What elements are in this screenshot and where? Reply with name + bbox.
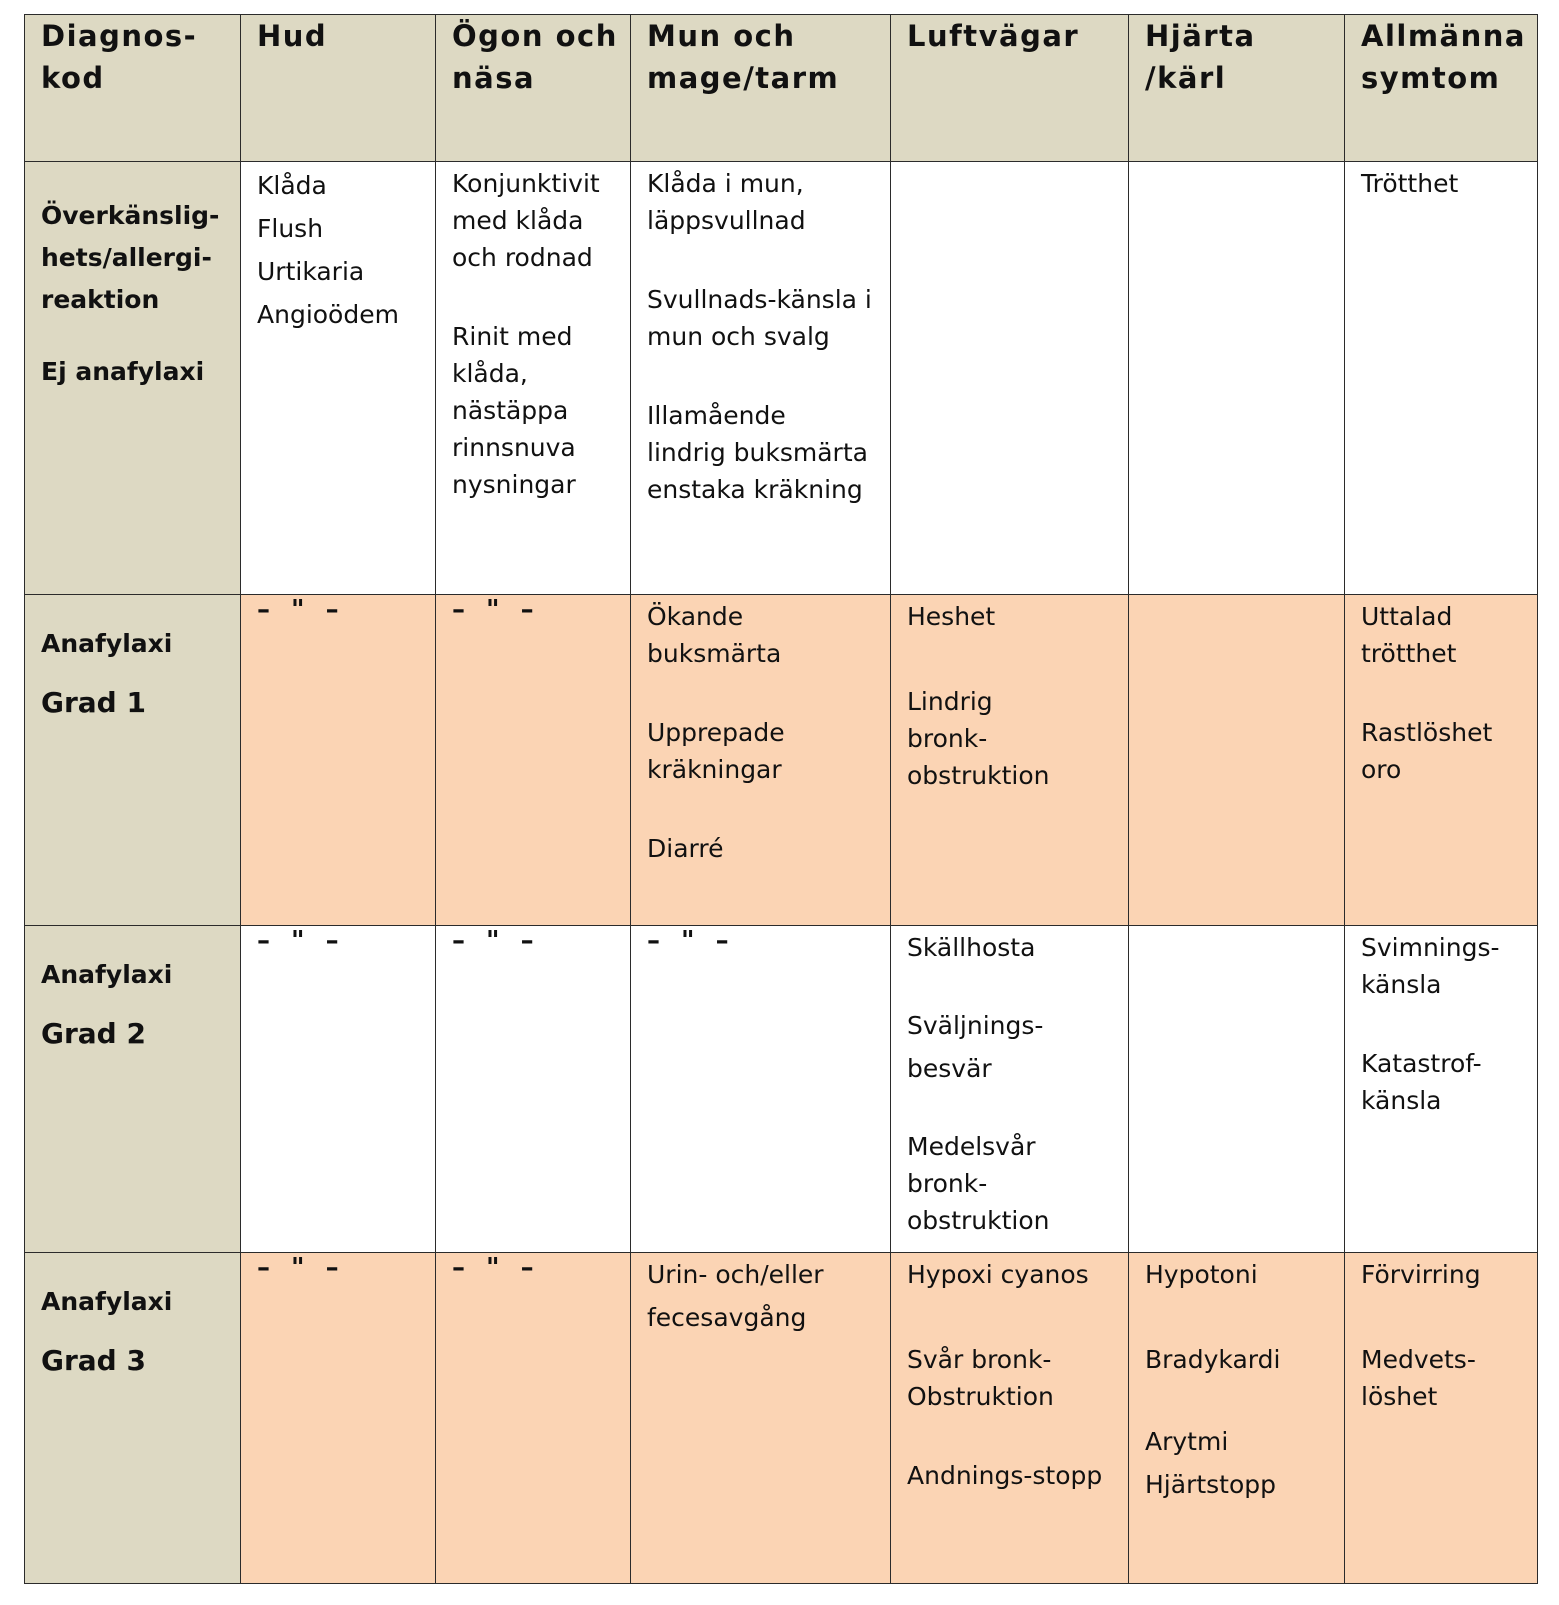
diag-code-sublabel: Ej anafylaxi [41, 357, 205, 386]
symptom-text: Klåda Flush Urtikaria Angioödem [257, 171, 399, 329]
symptom-text: Trötthet [1361, 169, 1459, 198]
symptom-text: Rinit med klåda, nästäppa rinnsnuva nysningar [452, 322, 576, 499]
symptom-text: Förvirring [1361, 1260, 1481, 1289]
symptom-text: Svår bronk- Obstruktion [907, 1345, 1054, 1411]
header-luftvagar-label: Luftvägar [907, 19, 1080, 53]
hjarta-cell [1129, 926, 1345, 1253]
header-mun-mage [631, 15, 891, 162]
allmanna-cell [1345, 926, 1538, 1253]
symptom-text: Medvets- löshet [1361, 1345, 1476, 1411]
diag-code-cell [25, 595, 241, 926]
ditto-mark: – " – [452, 595, 540, 625]
mun-mage-cell [631, 595, 891, 926]
symptom-text: Heshet [907, 602, 996, 631]
hud-cell [241, 926, 436, 1253]
diag-code-grade: Grad 2 [41, 1017, 146, 1050]
mun-mage-cell [631, 926, 891, 1253]
ogon-nasa-cell [436, 595, 631, 926]
ditto-mark: – " – [452, 926, 540, 956]
anaphylaxis-grading-table [24, 14, 1538, 1584]
header-diagnoskod-label: Diagnos- kod [41, 19, 198, 95]
header-hjarta-label: Hjärta /kärl [1145, 19, 1256, 95]
symptom-text: Svimnings- känsla [1361, 933, 1500, 999]
symptom-text: Svullnads-känsla i mun och svalg [647, 285, 872, 351]
table-row [25, 595, 1538, 926]
symptom-text: Illamående lindrig buksmärta enstaka kräkning [647, 401, 868, 504]
table-row [25, 926, 1538, 1253]
symptom-text: Hypoxi cyanos [907, 1260, 1089, 1289]
ditto-mark: – " – [647, 926, 735, 956]
symptom-text: Konjunktivit med klåda och rodnad [452, 169, 600, 272]
diag-code-label: Överkänslig- hets/allergi- reaktion [41, 201, 220, 314]
symptom-text: Medelsvår bronk- obstruktion [907, 1132, 1050, 1235]
hjarta-cell [1129, 162, 1345, 595]
table-header-row [25, 15, 1538, 162]
symptom-text: Hypotoni [1145, 1260, 1258, 1289]
luftvagar-cell [891, 926, 1129, 1253]
header-luftvagar [891, 15, 1129, 162]
symptom-text: Klåda i mun, läppsvullnad [647, 169, 806, 235]
diag-code-cell [25, 1253, 241, 1584]
header-hjarta [1129, 15, 1345, 162]
luftvagar-cell [891, 162, 1129, 595]
header-allmanna [1345, 15, 1538, 162]
diag-code-label: Anafylaxi [41, 1287, 173, 1316]
ogon-nasa-cell [436, 162, 631, 595]
table-row [25, 162, 1538, 595]
hud-cell [241, 1253, 436, 1584]
header-hud [241, 15, 436, 162]
header-ogon-nasa [436, 15, 631, 162]
symptom-text: Diarré [647, 834, 724, 863]
mun-mage-cell [631, 162, 891, 595]
header-diagnoskod [25, 15, 241, 162]
allmanna-cell [1345, 595, 1538, 926]
ogon-nasa-cell [436, 926, 631, 1253]
allmanna-cell [1345, 162, 1538, 595]
symptom-text: Katastrof- känsla [1361, 1049, 1482, 1115]
symptom-text: Urin- och/eller fecesavgång [647, 1260, 824, 1332]
symptom-text: Ökande buksmärta [647, 602, 782, 668]
diag-code-label: Anafylaxi [41, 960, 173, 989]
hud-cell [241, 595, 436, 926]
header-mun-mage-label: Mun och mage/tarm [647, 19, 840, 95]
luftvagar-cell [891, 595, 1129, 926]
symptom-text: Upprepade kräkningar [647, 718, 785, 784]
symptom-text: Arytmi Hjärtstopp [1145, 1427, 1277, 1499]
ditto-mark: – " – [452, 1253, 540, 1283]
symptom-text: Bradykardi [1145, 1345, 1281, 1374]
symptom-text: Uttalad trötthet [1361, 602, 1457, 668]
ogon-nasa-cell [436, 1253, 631, 1584]
header-hud-label: Hud [257, 19, 328, 53]
hjarta-cell [1129, 1253, 1345, 1584]
diag-code-label: Anafylaxi [41, 629, 173, 658]
hjarta-cell [1129, 595, 1345, 926]
diag-code-grade: Grad 3 [41, 1344, 146, 1377]
symptom-text: Andnings-stopp [907, 1461, 1103, 1490]
diag-code-cell [25, 926, 241, 1253]
symptom-text: Rastlöshet oro [1361, 718, 1493, 784]
ditto-mark: – " – [257, 1253, 345, 1283]
hud-cell [241, 162, 436, 595]
header-ogon-nasa-label: Ögon och näsa [452, 19, 618, 95]
ditto-mark: – " – [257, 926, 345, 956]
symptom-text: Sväljnings- besvär [907, 1011, 1044, 1083]
header-allmanna-label: Allmänna symtom [1361, 19, 1526, 95]
luftvagar-cell [891, 1253, 1129, 1584]
allmanna-cell [1345, 1253, 1538, 1584]
diag-code-grade: Grad 1 [41, 686, 146, 719]
diag-code-cell [25, 162, 241, 595]
symptom-text: Lindrig bronk- obstruktion [907, 687, 1050, 790]
table-row [25, 1253, 1538, 1584]
symptom-text: Skällhosta [907, 933, 1036, 962]
mun-mage-cell [631, 1253, 891, 1584]
ditto-mark: – " – [257, 595, 345, 625]
